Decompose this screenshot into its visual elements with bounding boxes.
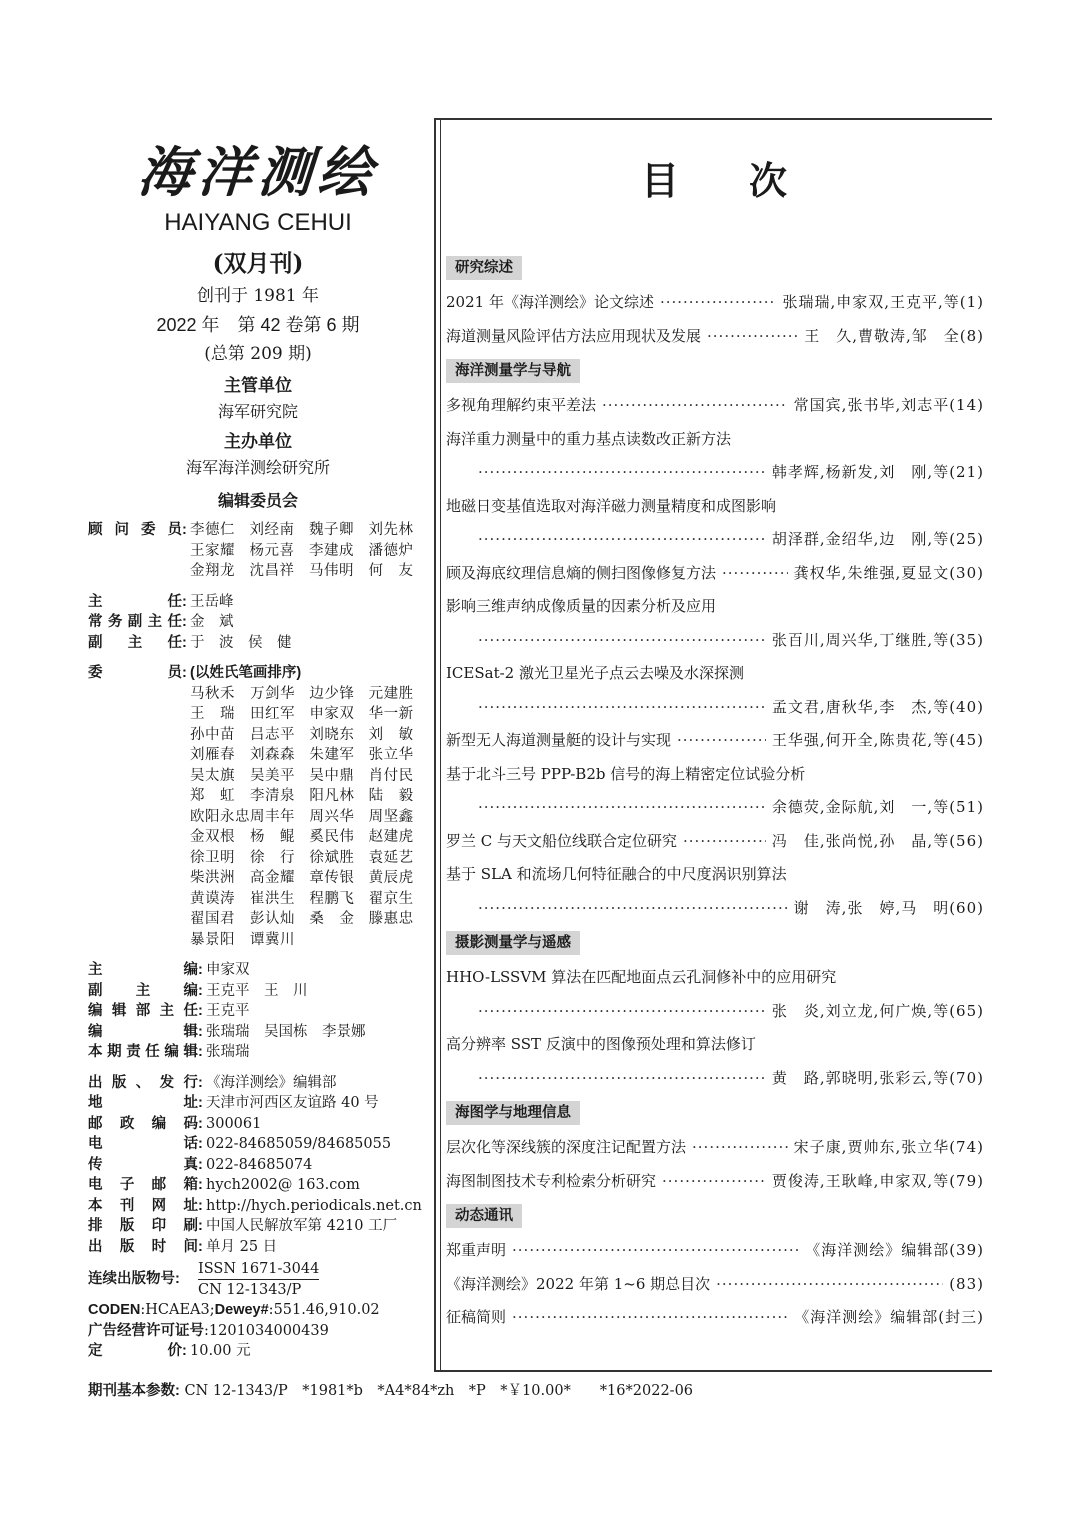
info-label: 出 版 时 间 (88, 1238, 198, 1255)
person-name: 刘晓东 (309, 726, 355, 743)
person-name: 徐卫明 (190, 849, 235, 866)
colon: : (198, 1218, 203, 1234)
person-name: 肖付民 (368, 767, 414, 784)
toc-entry-title: 《海洋测绘》2022 年第 1~6 期总目次 (446, 1274, 711, 1293)
colon: : (198, 1156, 203, 1173)
toc-entry-title: 2021 年《海洋测绘》论文综述 (446, 293, 654, 311)
person-name: 郑 虹 (190, 788, 235, 804)
person-name: 华一新 (368, 706, 414, 722)
coden-line: CODEN:HCAEA3;Dewey#:551.46,910.02 (88, 1302, 380, 1318)
toc-entry (446, 657, 984, 724)
toc-entry-title: 罗兰 C 与天文船位线联合定位研究 (446, 831, 678, 850)
person-name: 赵建虎 (368, 829, 414, 845)
leader-dots (478, 995, 766, 1029)
person-name: 李德仁 (190, 522, 235, 538)
toc-entry-authors: 张百川,周兴华,丁继胜,等(35) (771, 630, 984, 649)
info-row (88, 1216, 428, 1237)
editorial-board-heading: 编辑委员会 (217, 493, 298, 510)
person-name: 黄辰虎 (368, 870, 414, 886)
person-name: 周丰年 (250, 808, 295, 825)
toc-entry-authors: 《海洋测绘》编辑部(39) (805, 1241, 984, 1259)
toc-section (446, 353, 984, 925)
publication-frequency: (双月刊) (212, 250, 304, 277)
toc-section (446, 1095, 984, 1198)
toc-entry (446, 590, 984, 657)
person-name: 刘经南 (249, 522, 295, 538)
info-value: 单月 25 日 (206, 1238, 278, 1255)
colon: : (198, 1136, 203, 1152)
person-name: 徐斌胜 (309, 849, 355, 866)
person-name: 万剑华 (250, 685, 295, 702)
toc-entry-title: 郑重声明 (446, 1241, 507, 1259)
toc-entry-title: 多视角理解约束平差法 (446, 396, 597, 414)
info-label: 常务副主任 (88, 614, 182, 630)
leader-dots (683, 825, 766, 859)
info-row (88, 1196, 428, 1217)
person-name: 刘先林 (368, 522, 414, 538)
info-label: 编 辑 (88, 1023, 198, 1040)
info-value: 022-84685059/84685055 (206, 1136, 392, 1152)
members-block: 委 员 : (以姓氏笔画排序) 马秋禾 万剑华 边少锋 元建胜 王 瑞 田红军 申家双 华一新 孙中苗 吕志平 刘晓东 刘 敏 刘雁春 刘森森 朱建军 张立华 吴太旗 吴美平 吴中鼎 肖付民 郑 虹 李清泉 阳凡林 陆 毅 欧阳永忠 周丰年 周兴华 周坚鑫 金双根 杨 鲲 奚民伟 赵建虎 徐卫明 徐 行 徐斌胜 袁延艺 柴洪洲 高金耀 章传银 黄辰虎 黄谟涛 崔洪生 程鹏飞 翟京生 翟国君 彭认灿 桑 金 滕惠忠 暴景阳 谭冀川 (88, 663, 428, 950)
info-row (88, 1001, 428, 1022)
person-name: 何 友 (368, 563, 414, 579)
info-row (88, 1155, 428, 1176)
person-name: 边少锋 (309, 685, 355, 702)
leader-dots (707, 320, 798, 354)
info-label: 电 话 (88, 1136, 198, 1152)
toc-entry-title: 海洋重力测量中的重力基点读数改正新方法 (446, 429, 732, 448)
ad-license-line: 广告经营许可证号:1201034000439 (88, 1322, 329, 1339)
toc-entry (446, 724, 984, 758)
person-name: 沈昌祥 (249, 563, 295, 579)
info-row (88, 1073, 428, 1094)
info-label: 地 址 (88, 1095, 198, 1111)
person-name: 马秋禾 (190, 685, 235, 702)
toc-list (446, 250, 984, 1335)
toc-entry-authors: 宋子康,贾帅东,张立华(74) (793, 1138, 984, 1156)
advisors-block: 顾 问 委 员 : 李德仁 刘经南 魏子卿 刘先林 王家耀 杨元喜 李建成 潘德炉 金翔龙 沈昌祥 马伟明 何 友 (88, 520, 428, 582)
person-name: 杨元喜 (249, 542, 295, 559)
journal-title: 海洋测绘 (135, 140, 381, 204)
info-row (88, 1042, 428, 1063)
leader-dots (478, 523, 766, 557)
members-label: 委 员 (88, 665, 182, 681)
info-label: 传 真 (88, 1156, 198, 1173)
toc-entry-line (446, 1062, 984, 1096)
advisor-names (190, 520, 428, 582)
toc-entry-line (446, 624, 984, 658)
toc-entry (446, 758, 984, 825)
serial-number-block: 连续出版物号: ISSN 1671-3044 CN 12-1343/P (88, 1261, 320, 1298)
table-of-contents-panel (434, 118, 992, 1372)
person-name: 金翔龙 (190, 563, 235, 579)
info-value: 中国人民解放军第 4210 工厂 (206, 1218, 398, 1234)
person-name: 吴美平 (250, 767, 295, 784)
person-name: 田红军 (250, 706, 295, 722)
leader-dots (722, 557, 788, 591)
toc-entry (446, 961, 984, 1028)
toc-entry (446, 423, 984, 490)
toc-entry (446, 1301, 984, 1335)
toc-entry-authors: 张 炎,刘立龙,何广焕,等(65) (771, 1001, 984, 1020)
toc-entry-title: 地磁日变基值选取对海洋磁力测量精度和成图影响 (446, 496, 777, 515)
person-name: 金双根 (190, 829, 235, 845)
colon: : (182, 593, 187, 610)
toc-entry-authors: 《海洋测绘》编辑部(封三) (794, 1308, 984, 1326)
person-name: 王家耀 (190, 542, 235, 559)
toc-entry (446, 1165, 984, 1199)
issn: ISSN 1671-3044 (198, 1259, 319, 1280)
person-name: 陆 毅 (368, 788, 414, 804)
info-value: 王克平 王 川 (206, 982, 308, 999)
person-name: 欧阳永忠 (190, 808, 250, 825)
info-value: 王克平 (206, 1003, 250, 1019)
leader-dots (716, 1268, 943, 1302)
info-value: http://hych.periodicals.net.cn (206, 1197, 422, 1214)
toc-section-heading: 动态通讯 (446, 1204, 522, 1228)
editors-block (88, 960, 428, 1063)
leader-dots (478, 791, 766, 825)
toc-entry-title: 顾及海底纹理信息熵的侧扫图像修复方法 (446, 563, 717, 582)
toc-entry-title: 海道测量风险评估方法应用现状及发展 (446, 326, 702, 345)
toc-entry (446, 1234, 984, 1268)
volume-issue: 2022 年 第 42 卷第 6 期 (156, 315, 360, 335)
founded-year: 创刊于 1981 年 (196, 286, 320, 306)
person-name: 徐 行 (250, 849, 295, 866)
person-name: 吕志平 (250, 726, 295, 743)
info-label: 编辑部主任 (88, 1003, 198, 1019)
info-row (88, 1134, 428, 1155)
basic-parameters-value: CN 12-1343/P *1981*b *A4*84*zh *P *￥10.00* *16*2022-06 (184, 1383, 694, 1399)
toc-entry-title: 基于北斗三号 PPP-B2b 信号的海上精密定位试验分析 (446, 764, 806, 783)
person-name: 魏子卿 (309, 522, 354, 538)
info-label: 主 编 (88, 962, 198, 978)
person-name: 杨 鲲 (250, 829, 295, 845)
person-name: 李清泉 (250, 788, 295, 804)
colon: : (198, 1074, 203, 1091)
toc-entry-authors: 余德荧,金际航,刘 一,等(51) (771, 798, 984, 816)
colon: : (198, 1003, 203, 1019)
person-name: 阳凡林 (309, 788, 355, 804)
person-name: 谭冀川 (250, 931, 295, 948)
toc-entry-authors: 常国宾,张书毕,刘志平(14) (793, 396, 984, 414)
sponsor-name: 海军海洋测绘研究所 (185, 458, 330, 477)
toc-entry-title: HHO-LSSVM 算法在匹配地面点云孔洞修补中的应用研究 (446, 968, 837, 986)
toc-section-heading: 海图学与地理信息 (446, 1101, 580, 1125)
info-row (88, 592, 428, 613)
supervisor-label: 主管单位 (224, 376, 292, 395)
toc-entry-line (446, 456, 984, 490)
toc-entry-authors: 贾俊涛,王耿峰,申家双,等(79) (771, 1171, 984, 1190)
serial-label: 连续出版物号 (88, 1271, 175, 1287)
toc-entry-line (446, 892, 984, 926)
info-label: 邮 政 编 码 (88, 1115, 198, 1132)
person-name: 桑 金 (309, 911, 355, 927)
cn-number: CN 12-1343/P (198, 1282, 302, 1298)
colon: : (182, 634, 187, 651)
leader-dots (692, 1131, 788, 1165)
toc-entry-title: 新型无人海道测量艇的设计与实现 (446, 731, 672, 749)
toc-entry-line (446, 791, 984, 825)
toc-entry-title: 基于 SLA 和流场几何特征融合的中尺度涡识别算法 (446, 865, 787, 883)
person-name: 崔洪生 (250, 890, 295, 907)
info-row (88, 1114, 428, 1135)
person-name: 吴中鼎 (309, 767, 355, 784)
leader-dots (662, 1165, 766, 1199)
person-name: 马伟明 (309, 563, 354, 579)
toc-section (446, 250, 984, 353)
info-row (88, 1237, 428, 1258)
info-row (88, 960, 428, 981)
person-name: 元建胜 (368, 685, 414, 702)
toc-entry-title: 高分辨率 SST 反演中的图像预处理和算法修订 (446, 1035, 756, 1053)
leader-dots (478, 691, 766, 725)
person-name: 章传银 (309, 870, 355, 886)
colon: : (198, 1238, 203, 1255)
info-label: 排 版 印 刷 (88, 1218, 198, 1234)
advisors-label: 顾 问 委 员 (88, 522, 182, 538)
person-name: 刘森森 (250, 747, 295, 763)
leader-dots (660, 286, 776, 320)
leader-dots (478, 624, 766, 658)
colon: : (198, 1115, 203, 1132)
toc-entry-authors: 胡泽群,金绍华,边 刚,等(25) (771, 530, 984, 548)
person-name: 暴景阳 (190, 931, 235, 948)
person-name: 潘德炉 (368, 542, 414, 559)
person-name: 刘 敏 (368, 726, 414, 743)
toc-entry (446, 1028, 984, 1095)
info-row (88, 1022, 428, 1043)
info-row (88, 633, 428, 654)
info-value: 300061 (206, 1115, 262, 1132)
info-label: 主 任 (88, 593, 182, 610)
toc-title: 目次 (640, 161, 857, 203)
masthead (88, 140, 428, 514)
info-value: 022-84685074 (206, 1156, 313, 1173)
basic-parameters-label: 期刊基本参数 (88, 1383, 175, 1399)
toc-section-heading: 研究综述 (446, 256, 522, 280)
person-name: 朱建军 (309, 747, 355, 763)
colon: : (198, 1095, 203, 1111)
toc-entry (446, 1268, 984, 1302)
info-value: 张瑞瑞 (206, 1044, 250, 1060)
toc-entry (446, 389, 984, 423)
toc-entry-line (446, 691, 984, 725)
toc-entry-authors: 王华强,何开全,陈贵花,等(45) (771, 731, 984, 749)
person-name: 申家双 (309, 706, 355, 722)
toc-entry-authors: 韩孝辉,杨新发,刘 刚,等(21) (771, 463, 984, 481)
toc-entry-authors: 冯 佳,张尚悦,孙 晶,等(56) (771, 831, 984, 850)
total-issue: (总第 209 期) (204, 344, 312, 364)
toc-entry (446, 557, 984, 591)
info-label: 副 主 编 (88, 982, 198, 999)
person-name: 程鹏飞 (309, 890, 355, 907)
leader-dots (512, 1301, 788, 1335)
toc-entry-authors: 王 久,曹敬涛,邹 全(8) (804, 326, 984, 345)
person-name: 袁延艺 (368, 849, 414, 866)
toc-entry-title: ICESat-2 激光卫星光子点云去噪及水深探测 (446, 664, 744, 682)
info-label: 出版、发行 (88, 1074, 198, 1091)
person-name: 翟京生 (368, 890, 414, 907)
journal-pinyin: HAIYANG CEHUI (164, 209, 352, 236)
colon: : (198, 1177, 203, 1193)
toc-section-heading: 摄影测量学与遥感 (446, 931, 580, 955)
person-name: 张立华 (368, 747, 414, 763)
basic-parameters: 期刊基本参数: CN 12-1343/P *1981*b *A4*84*zh *P *￥10.00* *16*2022-06 (88, 1383, 694, 1399)
toc-entry-authors: 孟文君,唐秋华,李 杰,等(40) (771, 697, 984, 716)
directors-block (88, 592, 428, 654)
info-row (88, 1175, 428, 1196)
info-value: 天津市河西区友谊路 40 号 (206, 1095, 379, 1111)
leader-dots (602, 389, 788, 423)
toc-entry-authors: 龚权华,朱维强,夏显文(30) (793, 563, 984, 582)
person-name: 吴太旗 (190, 767, 235, 784)
colon: : (198, 1044, 203, 1060)
info-row (88, 1093, 428, 1114)
info-value: 张瑞瑞 吴国栋 李景娜 (206, 1023, 366, 1040)
person-name: 翟国君 (190, 911, 235, 927)
leader-dots (512, 1234, 799, 1268)
leader-dots (478, 1062, 766, 1096)
toc-entry-authors: 谢 涛,张 婷,马 明(60) (793, 898, 984, 917)
toc-entry-authors: 黄 路,郭晓明,张彩云,等(70) (771, 1068, 984, 1087)
person-name: 周坚鑫 (368, 808, 414, 825)
info-label: 本 刊 网 址 (88, 1197, 198, 1214)
colon: : (198, 962, 203, 978)
person-name: 黄谟涛 (190, 890, 235, 907)
toc-entry-line (446, 523, 984, 557)
info-value: 《海洋测绘》编辑部 (206, 1074, 337, 1091)
person-name: 彭认灿 (250, 911, 295, 927)
leader-dots (478, 892, 788, 926)
colon: : (198, 1023, 203, 1040)
info-label: 电 子 邮 箱 (88, 1177, 198, 1193)
toc-entry-authors: (83) (949, 1274, 984, 1293)
info-label: 本期责任编辑 (88, 1044, 198, 1060)
person-name: 高金耀 (250, 870, 295, 886)
info-value: hych2002@ 163.com (206, 1177, 360, 1193)
person-name: 滕惠忠 (368, 911, 414, 927)
colon: : (198, 1197, 203, 1214)
toc-entry (446, 320, 984, 354)
toc-section (446, 925, 984, 1095)
info-value: 金 斌 (190, 614, 234, 630)
toc-entry-title: 层次化等深线簇的深度注记配置方法 (446, 1138, 687, 1156)
colon: : (182, 614, 187, 630)
person-name: 孙中苗 (190, 726, 235, 743)
leader-dots (478, 456, 766, 490)
masthead-column (88, 140, 428, 1362)
colon: : (198, 982, 203, 999)
info-value: 于 波 侯 健 (190, 634, 292, 651)
person-name: 周兴华 (309, 808, 355, 825)
toc-entry-title: 海图制图技术专利检索分析研究 (446, 1171, 657, 1190)
info-row (88, 981, 428, 1002)
contacts-block (88, 1073, 428, 1258)
member-names (190, 684, 428, 951)
info-label: 副 主 任 (88, 634, 182, 651)
toc-entry (446, 825, 984, 859)
person-name: 王 瑞 (190, 706, 235, 722)
info-value: 王岳峰 (190, 593, 234, 610)
toc-entry-title: 征稿简则 (446, 1308, 507, 1326)
toc-entry (446, 858, 984, 925)
toc-entry (446, 1131, 984, 1165)
leader-dots (677, 724, 766, 758)
toc-entry-title: 影响三维声纳成像质量的因素分析及应用 (446, 597, 717, 615)
toc-entry (446, 490, 984, 557)
price-line: 定 价 : 10.00 元 (88, 1343, 251, 1359)
person-name: 奚民伟 (309, 829, 355, 845)
supervisor-name: 海军研究院 (217, 402, 298, 421)
person-name: 刘雁春 (190, 747, 235, 763)
toc-section (446, 1198, 984, 1335)
sponsor-label: 主办单位 (224, 432, 292, 451)
person-name: 柴洪洲 (190, 870, 235, 886)
toc-entry (446, 286, 984, 320)
members-sort-note: (以姓氏笔画排序) (190, 665, 302, 681)
toc-entry-line (446, 995, 984, 1029)
toc-entry-authors: 张瑞瑞,申家双,王克平,等(1) (782, 293, 984, 311)
toc-section-heading: 海洋测量学与导航 (446, 359, 580, 383)
info-value: 申家双 (206, 962, 250, 978)
person-name: 李建成 (309, 542, 354, 559)
info-row (88, 612, 428, 633)
